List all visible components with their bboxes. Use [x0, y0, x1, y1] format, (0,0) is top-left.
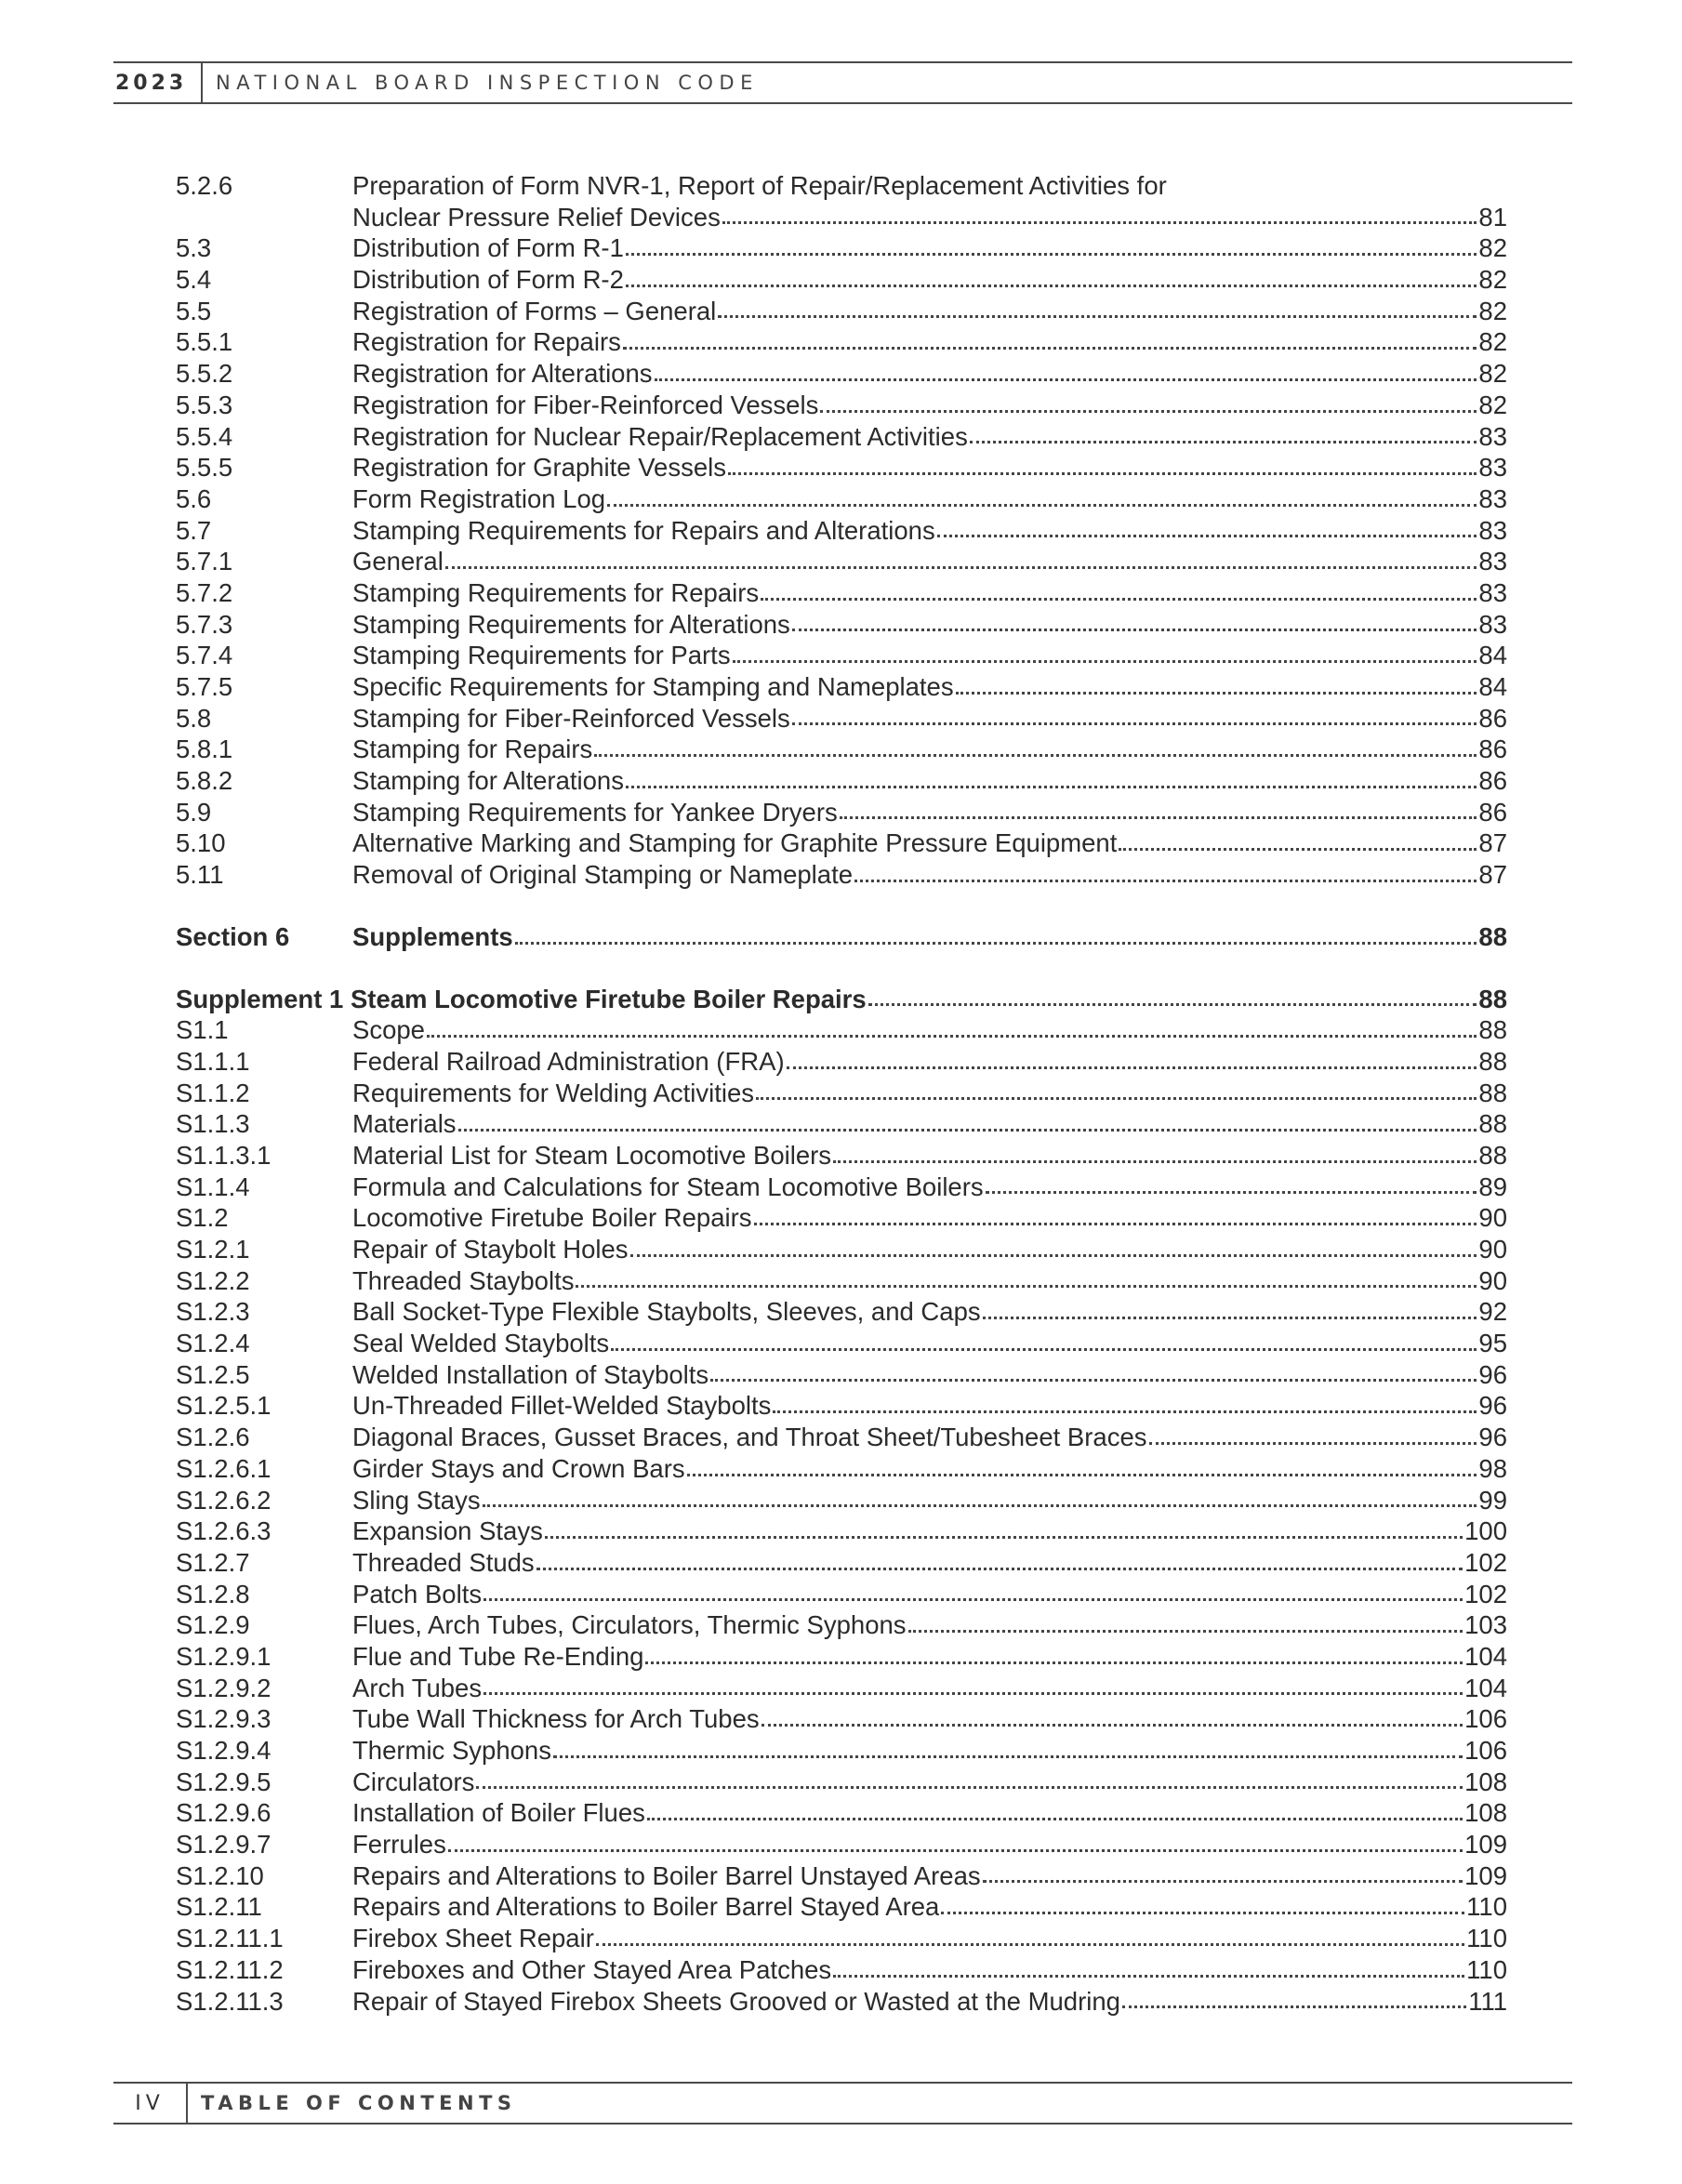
toc-entry[interactable]	[176, 1390, 1507, 1422]
toc-entry-title: Nuclear Pressure Relief Devices	[352, 202, 721, 232]
toc-entry[interactable]	[176, 421, 1507, 453]
toc-entry-title: Ferrules	[352, 1830, 446, 1860]
toc-entry-number: S1.1	[176, 1015, 229, 1045]
toc-entry-title: Repair of Staybolt Holes	[352, 1235, 629, 1264]
toc-entry-page: 95	[1478, 1329, 1507, 1358]
toc-entry-number: 5.10	[176, 828, 226, 858]
dot-leader	[687, 1453, 1477, 1485]
toc-entry[interactable]	[176, 1328, 1507, 1359]
toc-entry-number: S1.2.9.5	[176, 1767, 272, 1796]
toc-entry-number: 5.5.1	[176, 327, 233, 357]
toc-entry-page: 111	[1468, 1986, 1507, 2016]
toc-entry[interactable]	[176, 1891, 1507, 1923]
toc-entry[interactable]	[176, 202, 1507, 233]
toc-entry-page: 82	[1478, 296, 1507, 325]
toc-entry-page: 83	[1478, 421, 1507, 451]
toc-entry-title: Fireboxes and Other Stayed Area Patches	[352, 1954, 832, 1984]
toc-entry-page: 110	[1466, 1954, 1507, 1984]
toc-entry-title: Alternative Marking and Stamping for Graphite Pressure Equipment	[352, 828, 1118, 858]
toc-entry-number: 5.8	[176, 703, 212, 733]
toc-entry[interactable]	[176, 1579, 1507, 1610]
toc-entry-page: 83	[1478, 547, 1507, 576]
toc-entry-number: S1.1.2	[176, 1078, 250, 1107]
toc-entry-page: 109	[1464, 1860, 1507, 1890]
dot-leader	[626, 765, 1477, 797]
toc-entry[interactable]	[176, 390, 1507, 421]
toc-entry[interactable]	[176, 1547, 1507, 1579]
toc-entry[interactable]	[176, 1735, 1507, 1767]
toc-entry-number: 5.7.3	[176, 609, 233, 639]
dot-leader	[983, 1296, 1477, 1328]
toc-entry-number: S1.2.2	[176, 1265, 250, 1295]
toc-entry-title: Stamping Requirements for Alterations	[352, 609, 790, 639]
toc-entry[interactable]	[176, 1673, 1507, 1704]
toc-entry-page: 88	[1478, 1140, 1507, 1170]
toc-entry[interactable]	[176, 326, 1507, 358]
toc-entry-page: 96	[1478, 1423, 1507, 1452]
toc-entry-number: S1.2.11	[176, 1892, 262, 1922]
dot-leader	[483, 1579, 1463, 1610]
toc-entry-title: Registration for Fiber-Reinforced Vessels	[352, 390, 819, 419]
dot-leader	[908, 1609, 1463, 1641]
dot-leader	[986, 1171, 1477, 1203]
toc-entry-number: S1.2.9.4	[176, 1736, 272, 1765]
toc-entry-number: 5.5	[176, 296, 212, 325]
toc-entry[interactable]	[176, 1829, 1507, 1860]
dot-leader	[762, 1703, 1463, 1735]
toc-entry-number: S1.2.6.1	[176, 1453, 272, 1483]
toc-entry-page: 82	[1478, 327, 1507, 357]
toc-entry[interactable]	[176, 577, 1507, 609]
toc-entry-title: Locomotive Firetube Boiler Repairs	[352, 1203, 752, 1233]
toc-entry-number: 5.2.6	[176, 171, 233, 200]
toc-entry-number: S1.2.5.1	[176, 1391, 272, 1421]
toc-entry-title: Diagonal Braces, Gusset Braces, and Throat Sheet/Tubesheet Braces	[352, 1423, 1147, 1452]
toc-entry[interactable]	[176, 1422, 1507, 1453]
toc-entry-number: S1.2.8	[176, 1579, 250, 1608]
toc-entry-number: S1.2.11.1	[176, 1924, 284, 1953]
dot-leader	[718, 296, 1477, 327]
toc-entry-title: Federal Railroad Administration (FRA)	[352, 1046, 785, 1076]
dot-leader	[594, 734, 1477, 765]
toc-entry-page: 81	[1478, 202, 1507, 232]
toc-entry-number: 5.5.4	[176, 421, 233, 451]
toc-entry[interactable]	[176, 1797, 1507, 1829]
toc-entry-title: Un-Threaded Fillet-Welded Staybolts	[352, 1391, 772, 1421]
dot-leader	[476, 1767, 1463, 1798]
toc-entry[interactable]	[176, 452, 1507, 483]
toc-entry-page: 84	[1478, 641, 1507, 670]
dot-leader	[792, 703, 1477, 735]
dot-leader	[553, 1735, 1463, 1767]
dot-leader	[792, 609, 1477, 641]
dot-leader	[536, 1547, 1463, 1579]
toc-entry[interactable]	[176, 1140, 1507, 1171]
toc-entry[interactable]	[176, 1954, 1507, 1986]
toc-entry-title: Threaded Staybolts	[352, 1265, 575, 1295]
toc-entry-title: Formula and Calculations for Steam Locomotive Boilers	[352, 1171, 984, 1201]
dot-leader	[483, 1673, 1463, 1704]
dot-leader	[448, 1829, 1463, 1860]
toc-entry-page: 89	[1478, 1171, 1507, 1201]
toc-entry-number: S1.2.9.6	[176, 1798, 272, 1828]
toc-entry-title: Circulators	[352, 1767, 475, 1796]
toc-entry-page: 86	[1478, 735, 1507, 764]
toc-entry-title: Registration for Nuclear Repair/Replacement Activities	[352, 421, 968, 451]
dot-leader	[596, 1923, 1464, 1954]
toc-entry-page: 83	[1478, 483, 1507, 513]
toc-entry-page: 110	[1466, 1892, 1507, 1922]
toc-entry-number: S1.2.5	[176, 1359, 250, 1389]
toc-entry[interactable]	[176, 1234, 1507, 1265]
dot-leader	[515, 921, 1477, 953]
toc-entry-page: 87	[1478, 860, 1507, 890]
toc-entry-title: Repairs and Alterations to Boiler Barrel Unstayed Areas	[352, 1860, 981, 1890]
toc-entry-title: Threaded Studs	[352, 1547, 535, 1577]
toc-entry-page: 90	[1478, 1235, 1507, 1264]
toc-entry[interactable]	[176, 827, 1507, 859]
toc-entry-page: 99	[1478, 1485, 1507, 1515]
toc-entry[interactable]	[176, 1485, 1507, 1516]
toc-entry-page: 83	[1478, 453, 1507, 483]
toc-entry-title: Stamping Requirements for Yankee Dryers	[352, 797, 838, 827]
toc-entry-number: 5.4	[176, 265, 212, 295]
dot-leader	[483, 1485, 1477, 1516]
toc-entry-title: Girder Stays and Crown Bars	[352, 1453, 685, 1483]
toc-entry-number: 5.7.1	[176, 547, 233, 576]
dot-leader	[733, 640, 1477, 671]
toc-entry-page: 86	[1478, 797, 1507, 827]
toc-entry-page: 109	[1464, 1830, 1507, 1860]
toc-entry-number: 5.11	[176, 860, 224, 890]
toc-entry[interactable]	[176, 797, 1507, 828]
dot-leader	[607, 483, 1477, 515]
toc-entry-title: Patch Bolts	[352, 1579, 483, 1608]
toc-entry-page: 96	[1478, 1391, 1507, 1421]
toc-entry[interactable]	[176, 232, 1507, 264]
toc-entry-title: Expansion Stays	[352, 1516, 543, 1546]
toc-entry[interactable]	[176, 358, 1507, 390]
toc-entry-page: 87	[1478, 828, 1507, 858]
toc-entry-page: 88	[1478, 1109, 1507, 1139]
toc-entry-page: 86	[1478, 766, 1507, 796]
toc-entry-title: Specific Requirements for Stamping and Nameplates	[352, 672, 954, 701]
toc-entry-page: 92	[1478, 1297, 1507, 1327]
dot-leader	[854, 859, 1477, 891]
dot-leader	[611, 1328, 1477, 1359]
toc-entry[interactable]	[176, 1516, 1507, 1547]
page-footer	[113, 2082, 1572, 2124]
toc-entry[interactable]	[176, 170, 1507, 202]
toc-entry[interactable]	[176, 1359, 1507, 1391]
toc-entry-number: 5.7	[176, 515, 212, 545]
toc-entry-number: 5.8.2	[176, 766, 233, 796]
toc-entry-page: 82	[1478, 359, 1507, 389]
dot-leader	[1149, 1422, 1477, 1453]
toc-entry-number: S1.2.11.3	[176, 1986, 284, 2016]
dot-leader	[941, 1891, 1464, 1923]
toc-entry-page: 108	[1464, 1798, 1507, 1828]
dot-leader	[754, 1202, 1477, 1234]
toc-entry-title: Flue and Tube Re-Ending	[352, 1641, 644, 1671]
dot-leader	[833, 1140, 1477, 1171]
dot-leader	[970, 421, 1477, 453]
toc-entry-page: 100	[1464, 1516, 1507, 1546]
toc-entry[interactable]	[176, 1108, 1507, 1140]
header-year: 2023	[113, 63, 203, 102]
dot-leader	[645, 1641, 1463, 1673]
toc-entry-title: Form Registration Log	[352, 483, 606, 513]
toc-entry-page: 106	[1464, 1736, 1507, 1765]
toc-entry-page: 84	[1478, 672, 1507, 701]
toc-entry-title: Welded Installation of Staybolts	[352, 1359, 709, 1389]
page-header	[113, 61, 1572, 104]
toc-entry-number: 5.6	[176, 483, 212, 513]
toc-entry-title: Requirements for Welding Activities	[352, 1078, 755, 1107]
table-of-contents	[176, 170, 1507, 2017]
toc-entry-title: Tube Wall Thickness for Arch Tubes	[352, 1704, 760, 1734]
toc-entry[interactable]	[176, 703, 1507, 735]
toc-entry-number: 5.5.5	[176, 453, 233, 483]
dot-leader	[1119, 827, 1477, 859]
toc-entry[interactable]	[176, 1860, 1507, 1892]
toc-entry-page: 108	[1464, 1767, 1507, 1796]
toc-entry[interactable]	[176, 1703, 1507, 1735]
dot-leader	[458, 1108, 1477, 1140]
toc-entry-title: Arch Tubes	[352, 1673, 483, 1702]
toc-entry-title: Firebox Sheet Repair	[352, 1924, 594, 1953]
toc-entry-number: S1.2.1	[176, 1235, 250, 1264]
toc-entry[interactable]	[176, 859, 1507, 891]
toc-entry-title: Materials	[352, 1109, 457, 1139]
toc-entry-title: Registration of Forms – General	[352, 296, 717, 325]
toc-entry-page: 98	[1478, 1453, 1507, 1483]
dot-leader	[956, 671, 1477, 703]
toc-entry-page: 96	[1478, 1359, 1507, 1389]
dot-leader	[773, 1390, 1477, 1422]
dot-leader	[787, 1046, 1477, 1078]
toc-entry-page: 102	[1464, 1547, 1507, 1577]
toc-entry[interactable]	[176, 640, 1507, 671]
toc-entry-number: S1.1.3.1	[176, 1140, 272, 1170]
toc-entry-title: Material List for Steam Locomotive Boilers	[352, 1140, 832, 1170]
toc-entry-number: 5.5.3	[176, 390, 233, 419]
toc-entry-number: 5.7.5	[176, 672, 233, 701]
toc-entry-page: 106	[1464, 1704, 1507, 1734]
toc-entry-page: 82	[1478, 233, 1507, 263]
dot-leader	[937, 515, 1477, 547]
toc-entry-number: S1.2.9.2	[176, 1673, 272, 1702]
dot-leader	[576, 1265, 1477, 1297]
toc-entry[interactable]	[176, 515, 1507, 547]
toc-entry-title: Registration for Repairs	[352, 327, 621, 357]
toc-entry[interactable]	[176, 1202, 1507, 1234]
dot-leader	[445, 546, 1477, 577]
toc-entry[interactable]	[176, 1078, 1507, 1109]
toc-entry-page: 104	[1464, 1673, 1507, 1702]
toc-entry[interactable]	[176, 1453, 1507, 1485]
toc-entry[interactable]	[176, 264, 1507, 296]
toc-entry-page: 103	[1464, 1610, 1507, 1640]
toc-entry-title: Repairs and Alterations to Boiler Barrel Stayed Area	[352, 1892, 940, 1922]
toc-entry-title: Sling Stays	[352, 1485, 481, 1515]
toc-entry-number: S1.1.1	[176, 1046, 250, 1076]
toc-entry-page: 83	[1478, 577, 1507, 607]
toc-entry-page: 82	[1478, 265, 1507, 295]
toc-entry-page: 88	[1478, 984, 1507, 1013]
toc-entry-number: S1.2.4	[176, 1329, 250, 1358]
toc-entry[interactable]	[176, 921, 1507, 953]
dot-leader	[728, 452, 1477, 483]
toc-entry-page: 90	[1478, 1265, 1507, 1295]
toc-entry-title: Seal Welded Staybolts	[352, 1329, 610, 1358]
toc-entry[interactable]	[176, 296, 1507, 327]
toc-entry-title: Stamping for Repairs	[352, 735, 593, 764]
dot-leader	[1122, 1986, 1466, 2018]
toc-entry-title: Distribution of Form R-2	[352, 265, 624, 295]
toc-entry-number: S1.1.3	[176, 1109, 250, 1139]
toc-entry-title: Stamping for Alterations	[352, 766, 624, 796]
dot-leader	[833, 1954, 1464, 1986]
dot-leader	[626, 264, 1477, 296]
toc-entry-page: 88	[1478, 1046, 1507, 1076]
dot-leader	[623, 326, 1477, 358]
dot-leader	[840, 797, 1477, 828]
toc-entry-number: S1.1.4	[176, 1171, 250, 1201]
toc-entry-title: General	[352, 547, 444, 576]
toc-entry-number: S1.2.9.3	[176, 1704, 272, 1734]
toc-entry-title: Removal of Original Stamping or Nameplate	[352, 860, 854, 890]
footer-page-number: IV	[113, 2084, 188, 2123]
toc-entry-number: S1.2.9.7	[176, 1830, 272, 1860]
toc-entry-page: 104	[1464, 1641, 1507, 1671]
toc-entry[interactable]	[176, 483, 1507, 515]
toc-entry-page: 90	[1478, 1203, 1507, 1233]
toc-entry[interactable]	[176, 1986, 1507, 2018]
toc-entry[interactable]	[176, 1923, 1507, 1954]
toc-entry-number: S1.2.6.3	[176, 1516, 272, 1546]
toc-entry-title: Repair of Stayed Firebox Sheets Grooved or Wasted at the Mudring	[352, 1986, 1120, 2016]
toc-entry-title: Stamping Requirements for Repairs	[352, 577, 760, 607]
toc-entry-number: Section 6	[176, 921, 290, 951]
toc-entry-number: 5.7.2	[176, 577, 233, 607]
footer-section-title: TABLE OF CONTENTS	[201, 2092, 517, 2114]
toc-entry-number: 5.3	[176, 233, 212, 263]
toc-entry[interactable]	[176, 1296, 1507, 1328]
toc-entry-title: Stamping Requirements for Parts	[352, 641, 731, 670]
dot-leader	[983, 1860, 1463, 1892]
toc-entry[interactable]	[176, 1609, 1507, 1641]
dot-leader	[626, 232, 1477, 264]
toc-entry-number: 5.8.1	[176, 735, 233, 764]
toc-entry-number: S1.2	[176, 1203, 229, 1233]
toc-entry-title: Registration for Graphite Vessels	[352, 453, 726, 483]
dot-leader	[630, 1234, 1477, 1265]
toc-entry-title: Stamping Requirements for Repairs and Alterations	[352, 515, 935, 545]
toc-entry[interactable]	[176, 1767, 1507, 1798]
toc-entry[interactable]	[176, 609, 1507, 641]
toc-entry-title: Preparation of Form NVR-1, Report of Repair/Replacement Activities for	[352, 171, 1167, 200]
toc-entry-number: S1.2.11.2	[176, 1954, 284, 1984]
toc-entry[interactable]	[176, 1014, 1507, 1046]
toc-entry-number: 5.5.2	[176, 359, 233, 389]
dot-leader	[761, 577, 1477, 609]
toc-entry[interactable]	[176, 1265, 1507, 1297]
toc-entry[interactable]	[176, 1171, 1507, 1203]
dot-leader	[820, 390, 1477, 421]
dot-leader	[868, 984, 1477, 1015]
toc-entry[interactable]	[176, 1641, 1507, 1673]
toc-entry-title: Flues, Arch Tubes, Circulators, Thermic Syphons	[352, 1610, 907, 1640]
toc-entry[interactable]	[176, 984, 1507, 1015]
dot-leader	[427, 1014, 1477, 1046]
toc-entry-page: 88	[1478, 921, 1507, 951]
toc-entry[interactable]	[176, 671, 1507, 703]
toc-entry-page: 82	[1478, 390, 1507, 419]
toc-entry-number: S1.2.6	[176, 1423, 250, 1452]
toc-entry-number: 5.7.4	[176, 641, 233, 670]
toc-entry-page: 83	[1478, 609, 1507, 639]
toc-entry-page: 86	[1478, 703, 1507, 733]
toc-entry[interactable]	[176, 734, 1507, 765]
toc-entry-title: Supplements	[352, 921, 513, 951]
toc-entry-page: 88	[1478, 1015, 1507, 1045]
dot-leader	[710, 1359, 1477, 1391]
dot-leader	[655, 358, 1477, 390]
toc-entry-title: Scope	[352, 1015, 425, 1045]
toc-entry-title: Supplement 1 Steam Locomotive Firetube Boiler Repairs	[176, 984, 867, 1013]
toc-entry-number: S1.2.9.1	[176, 1641, 272, 1671]
toc-entry-page: 102	[1464, 1579, 1507, 1608]
toc-entry-number: S1.2.10	[176, 1860, 264, 1890]
toc-entry[interactable]	[176, 546, 1507, 577]
dot-leader	[647, 1797, 1463, 1829]
toc-entry[interactable]	[176, 765, 1507, 797]
toc-entry-number: S1.2.9	[176, 1610, 250, 1640]
dot-leader	[756, 1078, 1477, 1109]
toc-entry-title: Installation of Boiler Flues	[352, 1798, 645, 1828]
toc-entry-number: S1.2.6.2	[176, 1485, 272, 1515]
dot-leader	[545, 1516, 1463, 1547]
toc-entry-page: 83	[1478, 515, 1507, 545]
toc-entry-title: Thermic Syphons	[352, 1736, 551, 1765]
toc-entry-title: Distribution of Form R-1	[352, 233, 624, 263]
toc-entry-number: S1.2.3	[176, 1297, 250, 1327]
toc-entry[interactable]	[176, 1046, 1507, 1078]
toc-entry-number: S1.2.7	[176, 1547, 250, 1577]
toc-entry-title: Ball Socket-Type Flexible Staybolts, Sleeves, and Caps	[352, 1297, 981, 1327]
toc-entry-title: Stamping for Fiber-Reinforced Vessels	[352, 703, 790, 733]
toc-entry-title: Registration for Alterations	[352, 359, 653, 389]
toc-entry-page: 110	[1466, 1924, 1507, 1953]
header-title: NATIONAL BOARD INSPECTION CODE	[216, 72, 759, 94]
dot-leader	[722, 202, 1477, 233]
toc-entry-page: 88	[1478, 1078, 1507, 1107]
toc-entry-number: 5.9	[176, 797, 212, 827]
